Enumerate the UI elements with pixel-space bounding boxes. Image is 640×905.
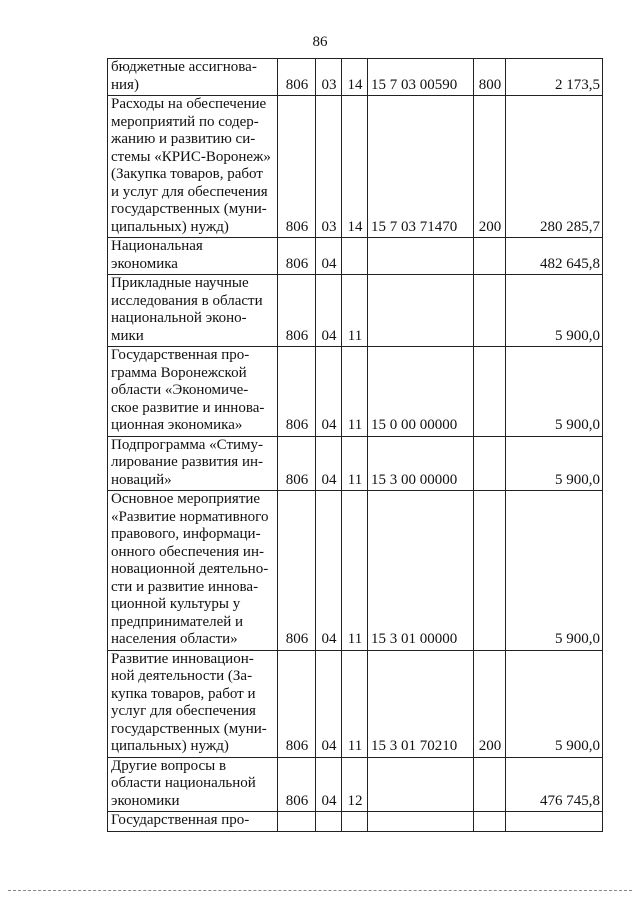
- subsection-code-cell: 11: [342, 650, 368, 757]
- table-row: [108, 59, 603, 96]
- item-name-line: ционная экономика»: [111, 417, 243, 433]
- item-name-line: ной деятельности (За-: [111, 668, 253, 684]
- table-body: [108, 59, 603, 832]
- section-code-cell: 04: [316, 650, 342, 757]
- item-name-line: (Закупка товаров, работ: [111, 166, 263, 182]
- item-name-line: ципальных) нужд): [111, 218, 229, 235]
- expense-type-cell: [474, 812, 506, 832]
- table-row: [108, 812, 603, 832]
- section-code-cell: [316, 812, 342, 832]
- target-article-cell: [368, 812, 474, 832]
- org-code-cell: 806: [278, 650, 316, 757]
- item-name-line: национальной эконо-: [111, 310, 247, 326]
- item-name-line: онного обеспечения ин-: [111, 543, 264, 560]
- target-article-cell: 15 3 01 70210: [368, 650, 474, 757]
- item-name-line: Государственная про-: [111, 812, 250, 828]
- item-name-line: Государственная про-: [111, 347, 250, 363]
- item-name-cell: [108, 59, 278, 96]
- section-code-cell: 04: [316, 275, 342, 347]
- subsection-code-cell: 11: [342, 491, 368, 651]
- expense-type-cell: [474, 275, 506, 347]
- section-code-cell: 03: [316, 59, 342, 96]
- item-name-line: и услуг для обеспечения: [111, 183, 268, 200]
- item-name-line: Национальная: [111, 238, 203, 254]
- org-code-cell: 806: [278, 757, 316, 812]
- item-name-line: Расходы на обеспечение: [111, 96, 267, 112]
- expense-type-cell: 200: [474, 96, 506, 238]
- item-name-line: бюджетные ассигнова-: [111, 59, 257, 75]
- subsection-code-cell: 14: [342, 59, 368, 96]
- expense-type-cell: [474, 436, 506, 491]
- item-name-line: ния): [111, 76, 139, 93]
- amount-cell: 476 745,8: [506, 757, 603, 812]
- amount-cell: 5 900,0: [506, 436, 603, 491]
- item-name-line: Другие вопросы в: [111, 757, 227, 774]
- target-article-cell: 15 3 00 00000: [368, 436, 474, 491]
- item-name-line: исследования в области: [111, 292, 263, 309]
- item-name-line: предпринимателей и: [111, 613, 244, 630]
- item-name-cell: [108, 96, 278, 238]
- subsection-code-cell: 12: [342, 757, 368, 812]
- org-code-cell: 806: [278, 347, 316, 437]
- item-name-line: новаций»: [111, 471, 172, 488]
- amount-cell: 5 900,0: [506, 491, 603, 651]
- item-name-line: правового, информаци-: [111, 526, 261, 542]
- item-name-line: государственных (муни-: [111, 201, 267, 217]
- item-name-line: экономики: [111, 792, 180, 809]
- item-name-line: ское развитие и иннова-: [111, 399, 265, 416]
- table-row: [108, 275, 603, 347]
- org-code-cell: 806: [278, 436, 316, 491]
- item-name-line: Подпрограмма «Стиму-: [111, 436, 264, 453]
- item-name-line: лирование развития ин-: [111, 454, 263, 470]
- item-name-line: государственных (муни-: [111, 720, 267, 737]
- expense-type-cell: [474, 757, 506, 812]
- expense-type-cell: [474, 491, 506, 651]
- item-name-line: Развитие инновацион-: [111, 650, 254, 667]
- subsection-code-cell: 11: [342, 436, 368, 491]
- item-name-line: «Развитие нормативного: [111, 508, 269, 525]
- section-code-cell: 04: [316, 757, 342, 812]
- subsection-code-cell: [342, 812, 368, 832]
- item-name-line: Прикладные научные: [111, 275, 249, 291]
- target-article-cell: 15 7 03 71470: [368, 96, 474, 238]
- item-name-cell: [108, 347, 278, 437]
- item-name-cell: [108, 238, 278, 275]
- amount-cell: 482 645,8: [506, 238, 603, 275]
- table-row: [108, 347, 603, 437]
- target-article-cell: [368, 275, 474, 347]
- target-article-cell: 15 7 03 00590: [368, 59, 474, 96]
- page-edge-line: [8, 890, 632, 891]
- amount-cell: 5 900,0: [506, 275, 603, 347]
- item-name-cell: [108, 491, 278, 651]
- amount-cell: [506, 812, 603, 832]
- item-name-cell: [108, 275, 278, 347]
- item-name-cell: [108, 436, 278, 491]
- table-row: [108, 436, 603, 491]
- item-name-line: стемы «КРИС-Воронеж»: [111, 148, 271, 165]
- target-article-cell: 15 3 01 00000: [368, 491, 474, 651]
- item-name-line: мики: [111, 327, 144, 344]
- item-name-cell: [108, 812, 278, 832]
- item-name-line: области национальной: [111, 775, 256, 791]
- item-name-line: новационной деятельно-: [111, 561, 269, 577]
- amount-cell: 5 900,0: [506, 347, 603, 437]
- item-name-line: ционной культуры у: [111, 596, 241, 612]
- expense-type-cell: 200: [474, 650, 506, 757]
- org-code-cell: 806: [278, 238, 316, 275]
- item-name-line: грамма Воронежской: [111, 364, 247, 381]
- table-row: [108, 238, 603, 275]
- org-code-cell: 806: [278, 96, 316, 238]
- subsection-code-cell: 14: [342, 96, 368, 238]
- org-code-cell: [278, 812, 316, 832]
- subsection-code-cell: 11: [342, 275, 368, 347]
- item-name-line: области «Экономиче-: [111, 382, 249, 398]
- amount-cell: 2 173,5: [506, 59, 603, 96]
- item-name-cell: [108, 757, 278, 812]
- target-article-cell: 15 0 00 00000: [368, 347, 474, 437]
- amount-cell: 5 900,0: [506, 650, 603, 757]
- table-row: [108, 650, 603, 757]
- page-number: 86: [312, 34, 328, 50]
- target-article-cell: [368, 238, 474, 275]
- item-name-line: сти и развитие иннова-: [111, 578, 259, 595]
- item-name-line: экономика: [111, 255, 178, 272]
- item-name-cell: [108, 650, 278, 757]
- target-article-cell: [368, 757, 474, 812]
- section-code-cell: 04: [316, 238, 342, 275]
- org-code-cell: 806: [278, 59, 316, 96]
- section-code-cell: 04: [316, 436, 342, 491]
- expense-type-cell: 800: [474, 59, 506, 96]
- section-code-cell: 04: [316, 347, 342, 437]
- table-row: [108, 491, 603, 651]
- section-code-cell: 04: [316, 491, 342, 651]
- budget-table: [107, 58, 603, 832]
- org-code-cell: 806: [278, 491, 316, 651]
- subsection-code-cell: [342, 238, 368, 275]
- section-code-cell: 03: [316, 96, 342, 238]
- expense-type-cell: [474, 238, 506, 275]
- item-name-line: ципальных) нужд): [111, 738, 229, 754]
- item-name-line: населения области»: [111, 631, 238, 647]
- item-name-line: жанию и развитию си-: [111, 131, 256, 147]
- subsection-code-cell: 11: [342, 347, 368, 437]
- item-name-line: купка товаров, работ и: [111, 685, 256, 702]
- table-row: [108, 96, 603, 238]
- expense-type-cell: [474, 347, 506, 437]
- table-row: [108, 757, 603, 812]
- item-name-line: мероприятий по содер-: [111, 113, 259, 130]
- item-name-line: Основное мероприятие: [111, 491, 261, 507]
- amount-cell: 280 285,7: [506, 96, 603, 238]
- org-code-cell: 806: [278, 275, 316, 347]
- item-name-line: услуг для обеспечения: [111, 703, 256, 719]
